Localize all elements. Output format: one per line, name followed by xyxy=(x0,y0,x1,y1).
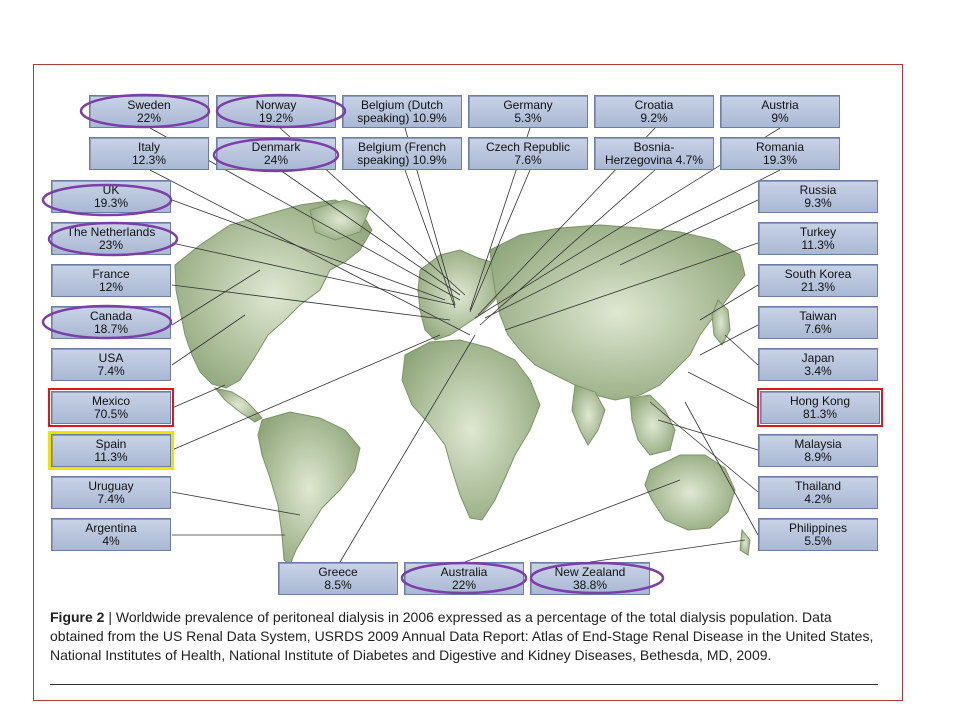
country-value: 9.2% xyxy=(640,110,668,125)
label-france xyxy=(51,264,171,297)
country-value: speaking) 10.9% xyxy=(357,110,447,125)
country-name: Malaysia xyxy=(794,436,842,451)
country-name: Thailand xyxy=(794,478,842,493)
country-name: Spain xyxy=(95,436,127,451)
country-name: USA xyxy=(98,350,124,365)
label-canada xyxy=(51,306,171,339)
caption-divider xyxy=(50,684,878,685)
country-name: Romania xyxy=(755,139,805,154)
label-uk xyxy=(51,180,171,213)
label-bosnia xyxy=(594,137,714,170)
label-croatia xyxy=(594,95,714,128)
country-value: 5.5% xyxy=(804,533,832,548)
country-name: Canada xyxy=(89,308,133,323)
country-value: 4% xyxy=(102,533,120,548)
figure-label: Figure 2 xyxy=(50,609,105,625)
label-sweden xyxy=(89,95,209,128)
label-turkey xyxy=(758,222,878,255)
country-name: Bosnia- xyxy=(633,139,675,154)
central-america-shape xyxy=(215,388,262,422)
label-philippines xyxy=(758,518,878,551)
country-value: 19.2% xyxy=(258,110,294,125)
country-value: 19.3% xyxy=(93,195,129,210)
label-czech xyxy=(468,137,588,170)
country-value: 11.3% xyxy=(94,449,128,464)
country-value: 5.3% xyxy=(514,110,542,125)
country-name: Denmark xyxy=(251,139,301,154)
country-name: South Korea xyxy=(784,266,852,281)
country-value: 81.3% xyxy=(802,406,838,421)
label-norway xyxy=(216,95,336,128)
caption-text: | Worldwide prevalence of peritoneal dialysis in 2006 expressed as a percentage of the total dialysis population. Data obtained from the US Renal Data System, USRDS 2009 Annual Data Report: Atlas of End-Stage Renal Disease in the United States, National Institutes of Health, National Institute of Diabetes and Digestive and Kidney Diseases, Bethesda, MD, 2009. xyxy=(50,609,874,663)
new-zealand-shape xyxy=(740,530,750,555)
label-australia xyxy=(404,562,524,595)
country-value: 23% xyxy=(98,237,124,252)
label-denmark xyxy=(216,137,336,170)
label-netherlands xyxy=(51,222,171,255)
country-value: 22% xyxy=(136,110,162,125)
country-name: France xyxy=(92,266,130,281)
country-name: Mexico xyxy=(91,393,130,408)
country-value: 7.4% xyxy=(97,491,125,506)
country-value: 7.4% xyxy=(97,363,125,378)
country-value: 12.3% xyxy=(131,152,167,167)
label-italy xyxy=(89,137,209,170)
country-value: 9% xyxy=(771,110,789,125)
country-name: Argentina xyxy=(85,520,137,535)
country-name: Sweden xyxy=(127,97,171,112)
country-name: Russia xyxy=(799,182,837,197)
country-value: 22% xyxy=(451,577,477,592)
country-name: Germany xyxy=(503,97,553,112)
country-name: Greece xyxy=(318,564,358,579)
country-name: Philippines xyxy=(788,520,848,535)
country-name: Uruguay xyxy=(88,478,134,493)
country-name: Norway xyxy=(255,97,297,112)
label-germany xyxy=(468,95,588,128)
label-japan xyxy=(758,348,878,381)
label-romania xyxy=(720,137,840,170)
country-value: Herzegovina 4.7% xyxy=(604,152,704,167)
label-belgium-french xyxy=(342,137,462,170)
continents xyxy=(175,200,750,565)
label-argentina xyxy=(51,518,171,551)
country-name: Belgium (French xyxy=(357,139,447,154)
country-name: New Zealand xyxy=(554,564,626,579)
country-name: UK xyxy=(102,182,120,197)
label-taiwan xyxy=(758,306,878,339)
country-value: speaking) 10.9% xyxy=(357,152,447,167)
country-value: 12% xyxy=(98,279,124,294)
country-value: 8.9% xyxy=(804,449,832,464)
country-name: Austria xyxy=(761,97,799,112)
country-value: 7.6% xyxy=(804,321,832,336)
label-belgium-dutch xyxy=(342,95,462,128)
label-spain xyxy=(51,434,171,467)
country-value: 8.5% xyxy=(324,577,352,592)
country-value: 70.5% xyxy=(93,406,129,421)
country-name: Hong Kong xyxy=(789,393,851,408)
country-value: 19.3% xyxy=(762,152,798,167)
country-value: 11.3% xyxy=(801,237,835,252)
country-value: 7.6% xyxy=(514,152,542,167)
country-name: Australia xyxy=(440,564,488,579)
label-uruguay xyxy=(51,476,171,509)
country-value: 9.3% xyxy=(804,195,832,210)
country-name: Japan xyxy=(801,350,835,365)
country-value: 38.8% xyxy=(572,577,608,592)
country-name: Taiwan xyxy=(799,308,837,323)
country-value: 24% xyxy=(263,152,289,167)
country-value: 4.2% xyxy=(804,491,832,506)
label-malaysia xyxy=(758,434,878,467)
label-austria xyxy=(720,95,840,128)
country-name: Czech Republic xyxy=(485,139,571,154)
south-america-shape xyxy=(258,412,360,565)
australia-shape xyxy=(645,455,735,530)
country-value: 3.4% xyxy=(804,363,832,378)
label-new-zealand xyxy=(530,562,650,595)
africa-shape xyxy=(402,340,540,520)
label-russia xyxy=(758,180,878,213)
country-name: The Netherlands xyxy=(66,224,156,239)
country-name: Turkey xyxy=(799,224,837,239)
country-value: 18.7% xyxy=(93,321,129,336)
label-greece xyxy=(278,562,398,595)
label-usa xyxy=(51,348,171,381)
country-name: Belgium (Dutch xyxy=(360,97,444,112)
country-name: Croatia xyxy=(634,97,674,112)
country-name: Italy xyxy=(137,139,160,154)
label-thailand xyxy=(758,476,878,509)
label-mexico xyxy=(51,391,171,424)
country-value: 21.3% xyxy=(800,279,836,294)
label-hong-kong xyxy=(760,391,880,424)
figure-caption xyxy=(50,608,880,665)
label-south-korea xyxy=(758,264,878,297)
